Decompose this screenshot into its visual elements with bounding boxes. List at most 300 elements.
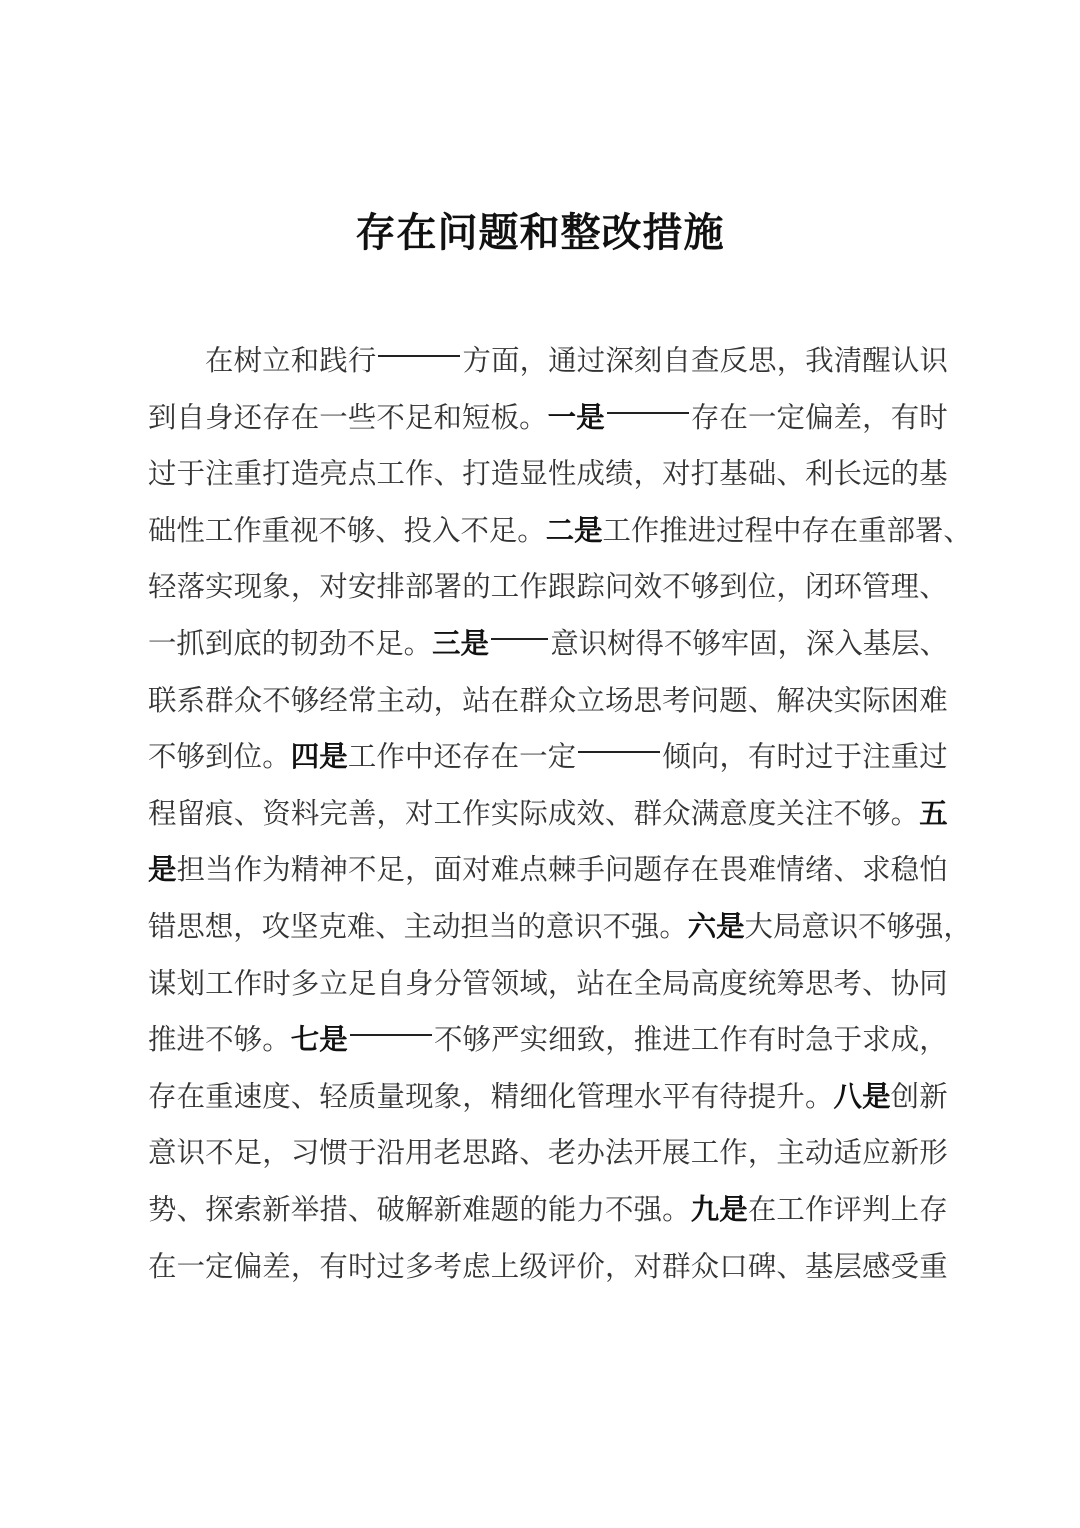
text-char: 不 [376, 400, 405, 434]
text-char: 工 [776, 1192, 805, 1226]
fill-in-blank [350, 1004, 432, 1036]
text-char: 作 [462, 796, 491, 830]
ordinal-marker-char: 是 [716, 909, 745, 943]
text-char: 开 [633, 1136, 662, 1170]
text-char: 一 [747, 400, 777, 434]
text-char: 。 [659, 909, 688, 943]
text-char: 础 [747, 457, 777, 491]
document-title: 存在问题和整改措施 [355, 209, 725, 256]
text-char: 打 [690, 457, 720, 491]
text-char: 还 [433, 740, 462, 774]
text-char: 考 [662, 683, 691, 717]
text-char: 向 [690, 740, 720, 774]
text-char: 远 [862, 457, 891, 491]
text-char: 应 [862, 1136, 891, 1170]
text-char: 劲 [318, 626, 347, 660]
text-char: 存 [462, 740, 491, 774]
text-char: 不 [433, 1023, 463, 1057]
text-char: 题 [490, 1192, 520, 1226]
text-char: 、 [375, 513, 404, 547]
text-char: 在 [205, 344, 234, 377]
text-char: 够 [462, 1023, 491, 1057]
text-char: 识 [176, 1136, 205, 1170]
text-char: 存 [919, 1192, 948, 1226]
text-char: 自 [376, 966, 405, 1000]
text-char: 踪 [576, 570, 605, 604]
text-char: 考 [433, 1249, 463, 1283]
text-char: 举 [290, 1192, 320, 1226]
text-char: 点 [519, 853, 548, 887]
text-char: 评 [833, 1192, 862, 1226]
text-char: 一 [176, 1249, 205, 1283]
text-char: 致 [576, 1023, 606, 1057]
ordinal-marker-char: 是 [460, 626, 489, 660]
text-char: 识 [578, 626, 608, 660]
text-char: 成 [576, 457, 605, 491]
text-char: 中 [404, 740, 434, 774]
text-char: 度 [262, 1079, 291, 1113]
text-char: ， [862, 400, 891, 434]
text-char: 对 [405, 796, 434, 830]
text-char: 推 [659, 513, 688, 547]
text-char: 题 [719, 683, 748, 717]
text-char: 资 [262, 796, 291, 830]
text-char: 到 [205, 740, 234, 774]
text-char: 。 [662, 1192, 691, 1226]
text-char: 时 [919, 400, 948, 434]
text-char: 于 [833, 740, 863, 774]
text-char: 、 [519, 1136, 548, 1170]
text-char: 细 [519, 1079, 548, 1113]
text-char: 立 [576, 683, 605, 717]
text-char: 问 [690, 683, 720, 717]
text-char: 新 [433, 1192, 463, 1226]
text-char: 、 [176, 1192, 205, 1226]
text-char: 理 [605, 1079, 634, 1113]
text-char: 受 [890, 1249, 920, 1283]
text-char: 认 [890, 344, 920, 377]
text-char: 严 [491, 1023, 520, 1057]
text-char: 满 [690, 796, 720, 830]
text-char: 基 [862, 626, 892, 660]
text-char: 价 [576, 1249, 605, 1283]
fill-in-blank [578, 721, 660, 753]
text-char: 立 [262, 344, 291, 377]
text-char: 动 [804, 1136, 834, 1170]
text-char: 板 [490, 400, 519, 434]
text-char: 不 [460, 513, 489, 547]
text-char: 位 [233, 740, 263, 774]
text-char: 同 [919, 966, 948, 1000]
text-char: 情 [776, 853, 805, 887]
text-char: 在 [829, 513, 859, 547]
text-char: 一 [519, 740, 548, 774]
paragraph-line [148, 1182, 948, 1239]
text-char: 树 [233, 344, 262, 377]
text-char: 有 [690, 1079, 720, 1113]
text-char: 善 [347, 796, 377, 830]
text-char: 量 [376, 1079, 405, 1113]
text-char: 还 [233, 400, 263, 434]
text-char: ， [262, 1136, 291, 1170]
text-char: 存 [148, 1079, 177, 1113]
text-char: 理 [890, 570, 920, 604]
text-char: 入 [432, 513, 461, 547]
text-char: 、 [776, 1249, 805, 1283]
text-char: 效 [576, 796, 605, 830]
text-char: 。 [804, 1079, 834, 1113]
text-char: 关 [776, 796, 805, 830]
text-char: 位 [747, 570, 777, 604]
text-char: 存 [690, 400, 720, 434]
text-char: 为 [262, 853, 291, 887]
text-char: 展 [662, 1136, 691, 1170]
text-char: 留 [176, 796, 205, 830]
text-char: 不 [318, 513, 347, 547]
text-char: 我 [805, 344, 834, 377]
document-body-paragraph [148, 333, 972, 1295]
text-char: 多 [290, 966, 320, 1000]
text-char: 难 [346, 909, 376, 943]
text-char: 意 [148, 1136, 177, 1170]
text-char: 划 [176, 966, 205, 1000]
text-char: 定 [776, 400, 805, 434]
text-char: 不 [262, 683, 291, 717]
text-char: ， [943, 909, 972, 943]
text-char: 升 [776, 1079, 805, 1113]
text-char: 考 [833, 966, 862, 1000]
text-char: 上 [890, 1192, 920, 1226]
text-char: 在 [176, 1079, 205, 1113]
text-char: 实 [833, 683, 862, 717]
text-char: 。 [519, 400, 548, 434]
text-char: 思 [633, 683, 662, 717]
text-char: 过 [919, 740, 948, 774]
text-char: 深 [805, 626, 835, 660]
text-char: 不 [833, 796, 862, 830]
text-char: 作 [233, 853, 263, 887]
text-char: 立 [319, 966, 348, 1000]
text-char: 足 [488, 513, 518, 547]
text-char: 提 [747, 1079, 777, 1113]
text-char: 自 [662, 344, 691, 377]
text-char: 站 [576, 966, 605, 1000]
text-char: 时 [347, 1249, 377, 1283]
text-char: 础 [148, 513, 177, 547]
text-char: 。 [403, 626, 433, 660]
text-char: 工 [347, 740, 377, 774]
text-char: 作 [405, 457, 434, 491]
text-char: 实 [205, 570, 234, 604]
text-char: ， [777, 626, 806, 660]
text-char: 重 [919, 1249, 948, 1283]
text-char: 办 [576, 1136, 605, 1170]
text-char: 偏 [233, 1249, 263, 1283]
text-char: 新 [890, 1136, 920, 1170]
text-char: 、 [943, 513, 972, 547]
text-char: 环 [833, 570, 862, 604]
text-char: 群 [633, 796, 662, 830]
text-char: 担 [460, 909, 489, 943]
text-char: 谋 [148, 966, 177, 1000]
text-char: 身 [205, 400, 234, 434]
text-char: 际 [519, 796, 548, 830]
text-char: 行 [347, 344, 377, 377]
text-char: 怕 [919, 853, 948, 887]
text-char: 不 [148, 740, 177, 774]
text-char: 面 [491, 344, 520, 377]
text-char: 意 [545, 909, 575, 943]
text-char: 惯 [319, 1136, 348, 1170]
text-char: ， [290, 1249, 320, 1283]
text-char: 够 [862, 796, 891, 830]
text-char: 作 [233, 513, 262, 547]
text-char: 够 [176, 740, 205, 774]
text-char: 过 [376, 1249, 405, 1283]
text-char: 评 [547, 1249, 577, 1283]
text-char: ， [462, 1079, 491, 1113]
text-char: 、 [919, 570, 948, 604]
text-char: 到 [204, 626, 234, 660]
text-char: 料 [290, 796, 320, 830]
text-char: 的 [519, 1192, 548, 1226]
text-char: 中 [772, 513, 802, 547]
text-char: 视 [290, 513, 319, 547]
text-char: 多 [405, 1249, 434, 1283]
text-char: 注 [804, 796, 834, 830]
text-char: 重 [233, 457, 263, 491]
text-char: 打 [462, 457, 491, 491]
ordinal-marker-char: 是 [319, 1023, 348, 1057]
text-char: 、 [233, 796, 263, 830]
text-char: 不 [347, 853, 377, 887]
text-char: 差 [833, 400, 863, 434]
text-char: 存 [801, 513, 830, 547]
text-char: 急 [805, 1023, 834, 1057]
text-char: 闭 [804, 570, 834, 604]
text-char: 全 [633, 966, 662, 1000]
text-char: ， [290, 570, 320, 604]
text-char: 主 [776, 1136, 805, 1170]
text-char: 的 [890, 457, 920, 491]
text-char: 系 [176, 683, 205, 717]
text-char: 工 [690, 1023, 720, 1057]
text-char: 韧 [290, 626, 319, 660]
text-char: 、 [605, 796, 634, 830]
text-char: ， [747, 1136, 777, 1170]
text-char: 点 [347, 457, 377, 491]
text-char: 象 [262, 570, 291, 604]
text-char: 实 [519, 1023, 549, 1057]
text-char: 手 [576, 853, 605, 887]
text-char: 求 [862, 1023, 891, 1057]
text-char: 级 [519, 1249, 548, 1283]
text-char: 在 [747, 1192, 777, 1226]
text-char: 成 [890, 1023, 920, 1057]
ordinal-marker-char: 六 [687, 909, 717, 943]
text-char: 够 [690, 570, 720, 604]
text-char: 管 [862, 570, 891, 604]
text-char: 效 [633, 570, 662, 604]
text-char: 作 [804, 1192, 834, 1226]
text-char: 沿 [376, 1136, 405, 1170]
paragraph-line [148, 899, 972, 956]
text-char: 和 [290, 344, 320, 377]
text-char: 动 [432, 909, 461, 943]
text-char: 存 [662, 853, 691, 887]
text-char: 重 [261, 513, 291, 547]
paragraph-line [148, 673, 948, 730]
text-char: 安 [347, 570, 377, 604]
text-char: 署 [914, 513, 944, 547]
text-char: 到 [719, 570, 748, 604]
text-char: 作 [233, 966, 263, 1000]
text-char: 老 [547, 1136, 577, 1170]
text-char: 面 [433, 853, 463, 887]
text-char: 不 [205, 1136, 234, 1170]
text-char: 重 [205, 1079, 234, 1113]
text-char: 对 [633, 1249, 662, 1283]
text-char: 、 [919, 626, 948, 660]
text-char: 难 [462, 1192, 491, 1226]
ordinal-marker-char: 是 [862, 1079, 891, 1113]
text-char: 树 [607, 626, 636, 660]
text-char: 难 [919, 683, 948, 717]
paragraph-line [148, 1239, 948, 1296]
ordinal-marker-char: 一 [547, 400, 577, 434]
text-char: 措 [319, 1192, 348, 1226]
text-char: 意 [801, 909, 830, 943]
text-char: 进 [662, 1023, 691, 1057]
text-char: 常 [347, 683, 377, 717]
text-char: 用 [405, 1136, 434, 1170]
text-char: 破 [376, 1192, 405, 1226]
text-char: 和 [433, 400, 462, 434]
text-char: 注 [862, 740, 891, 774]
text-char: 、 [862, 966, 891, 1000]
text-char: 性 [547, 457, 577, 491]
text-char: 群 [205, 683, 234, 717]
text-char: 新 [919, 1079, 948, 1113]
paragraph-line [148, 1069, 948, 1126]
text-char: 、 [776, 457, 805, 491]
text-char: 部 [405, 570, 434, 604]
text-char: 思 [176, 909, 205, 943]
text-char: 底 [233, 626, 262, 660]
ordinal-marker-char: 是 [148, 853, 177, 887]
ordinal-marker-char: 四 [290, 740, 320, 774]
text-char: 重 [890, 740, 920, 774]
text-char: 场 [605, 683, 634, 717]
text-char: 工 [490, 570, 520, 604]
text-char: 程 [148, 796, 177, 830]
text-char: 解 [405, 1192, 434, 1226]
text-char: 排 [376, 570, 405, 604]
paragraph-line [148, 616, 948, 673]
text-char: ， [376, 796, 405, 830]
text-char: 、 [375, 909, 404, 943]
text-char: 足 [375, 626, 404, 660]
text-char: 。 [262, 740, 291, 774]
text-char: 解 [776, 683, 805, 717]
text-char: 强 [633, 1192, 662, 1226]
text-char: 现 [233, 570, 263, 604]
text-char: 足 [404, 400, 434, 434]
text-char: 经 [319, 683, 348, 717]
text-char: 基 [719, 457, 748, 491]
text-char: 于 [347, 1136, 377, 1170]
text-char: 层 [833, 1249, 862, 1283]
text-char: 重 [858, 513, 887, 547]
text-char: 克 [318, 909, 347, 943]
text-char: 工 [204, 513, 234, 547]
text-char: 主 [403, 909, 433, 943]
text-char: 过 [805, 740, 834, 774]
text-char: 分 [433, 966, 463, 1000]
text-char: 现 [405, 1079, 434, 1113]
ordinal-marker-char: 是 [574, 513, 603, 547]
text-char: 在 [148, 1249, 177, 1283]
text-char: 难 [747, 853, 777, 887]
text-char: 利 [804, 457, 834, 491]
text-char: 足 [347, 966, 377, 1000]
text-char: 部 [886, 513, 915, 547]
text-char: 有 [319, 1249, 348, 1283]
text-char: 牢 [720, 626, 750, 660]
text-char: 错 [148, 909, 177, 943]
text-char: 践 [319, 344, 348, 377]
text-char: 对 [319, 570, 348, 604]
text-char: 担 [176, 853, 205, 887]
ordinal-marker-char: 二 [545, 513, 575, 547]
text-char: ， [605, 1249, 634, 1283]
text-char: 习 [290, 1136, 320, 1170]
text-char: 作 [719, 1023, 748, 1057]
text-char: 一 [319, 400, 348, 434]
text-char: 思 [804, 966, 834, 1000]
text-char: 自 [176, 400, 205, 434]
text-char: 有 [747, 1023, 777, 1057]
text-char: 完 [319, 796, 348, 830]
text-char: 精 [290, 853, 320, 887]
text-char: ， [633, 457, 662, 491]
text-char: 法 [605, 1136, 634, 1170]
text-char: 局 [662, 966, 691, 1000]
text-char: 统 [747, 966, 777, 1000]
text-char: 困 [890, 683, 920, 717]
text-char: ， [776, 344, 806, 377]
text-char: 一 [148, 626, 177, 660]
text-char: 工 [690, 1136, 720, 1170]
text-char: 域 [519, 966, 548, 1000]
text-char: ， [605, 1023, 634, 1057]
text-char: 坚 [290, 909, 319, 943]
text-char: 推 [148, 1023, 177, 1057]
text-char: ， [776, 570, 805, 604]
text-char: 醒 [862, 344, 891, 377]
text-char: 形 [919, 1136, 948, 1170]
text-char: 亮 [319, 457, 348, 491]
text-char: 众 [233, 683, 263, 717]
text-char: 畏 [719, 853, 748, 887]
text-char: 思 [462, 1136, 491, 1170]
text-char: 进 [176, 1023, 205, 1057]
paragraph-line [148, 503, 972, 560]
text-char: 局 [772, 909, 802, 943]
ordinal-marker-char: 九 [690, 1192, 720, 1226]
text-char: 在 [605, 966, 634, 1000]
text-char: 识 [829, 909, 859, 943]
